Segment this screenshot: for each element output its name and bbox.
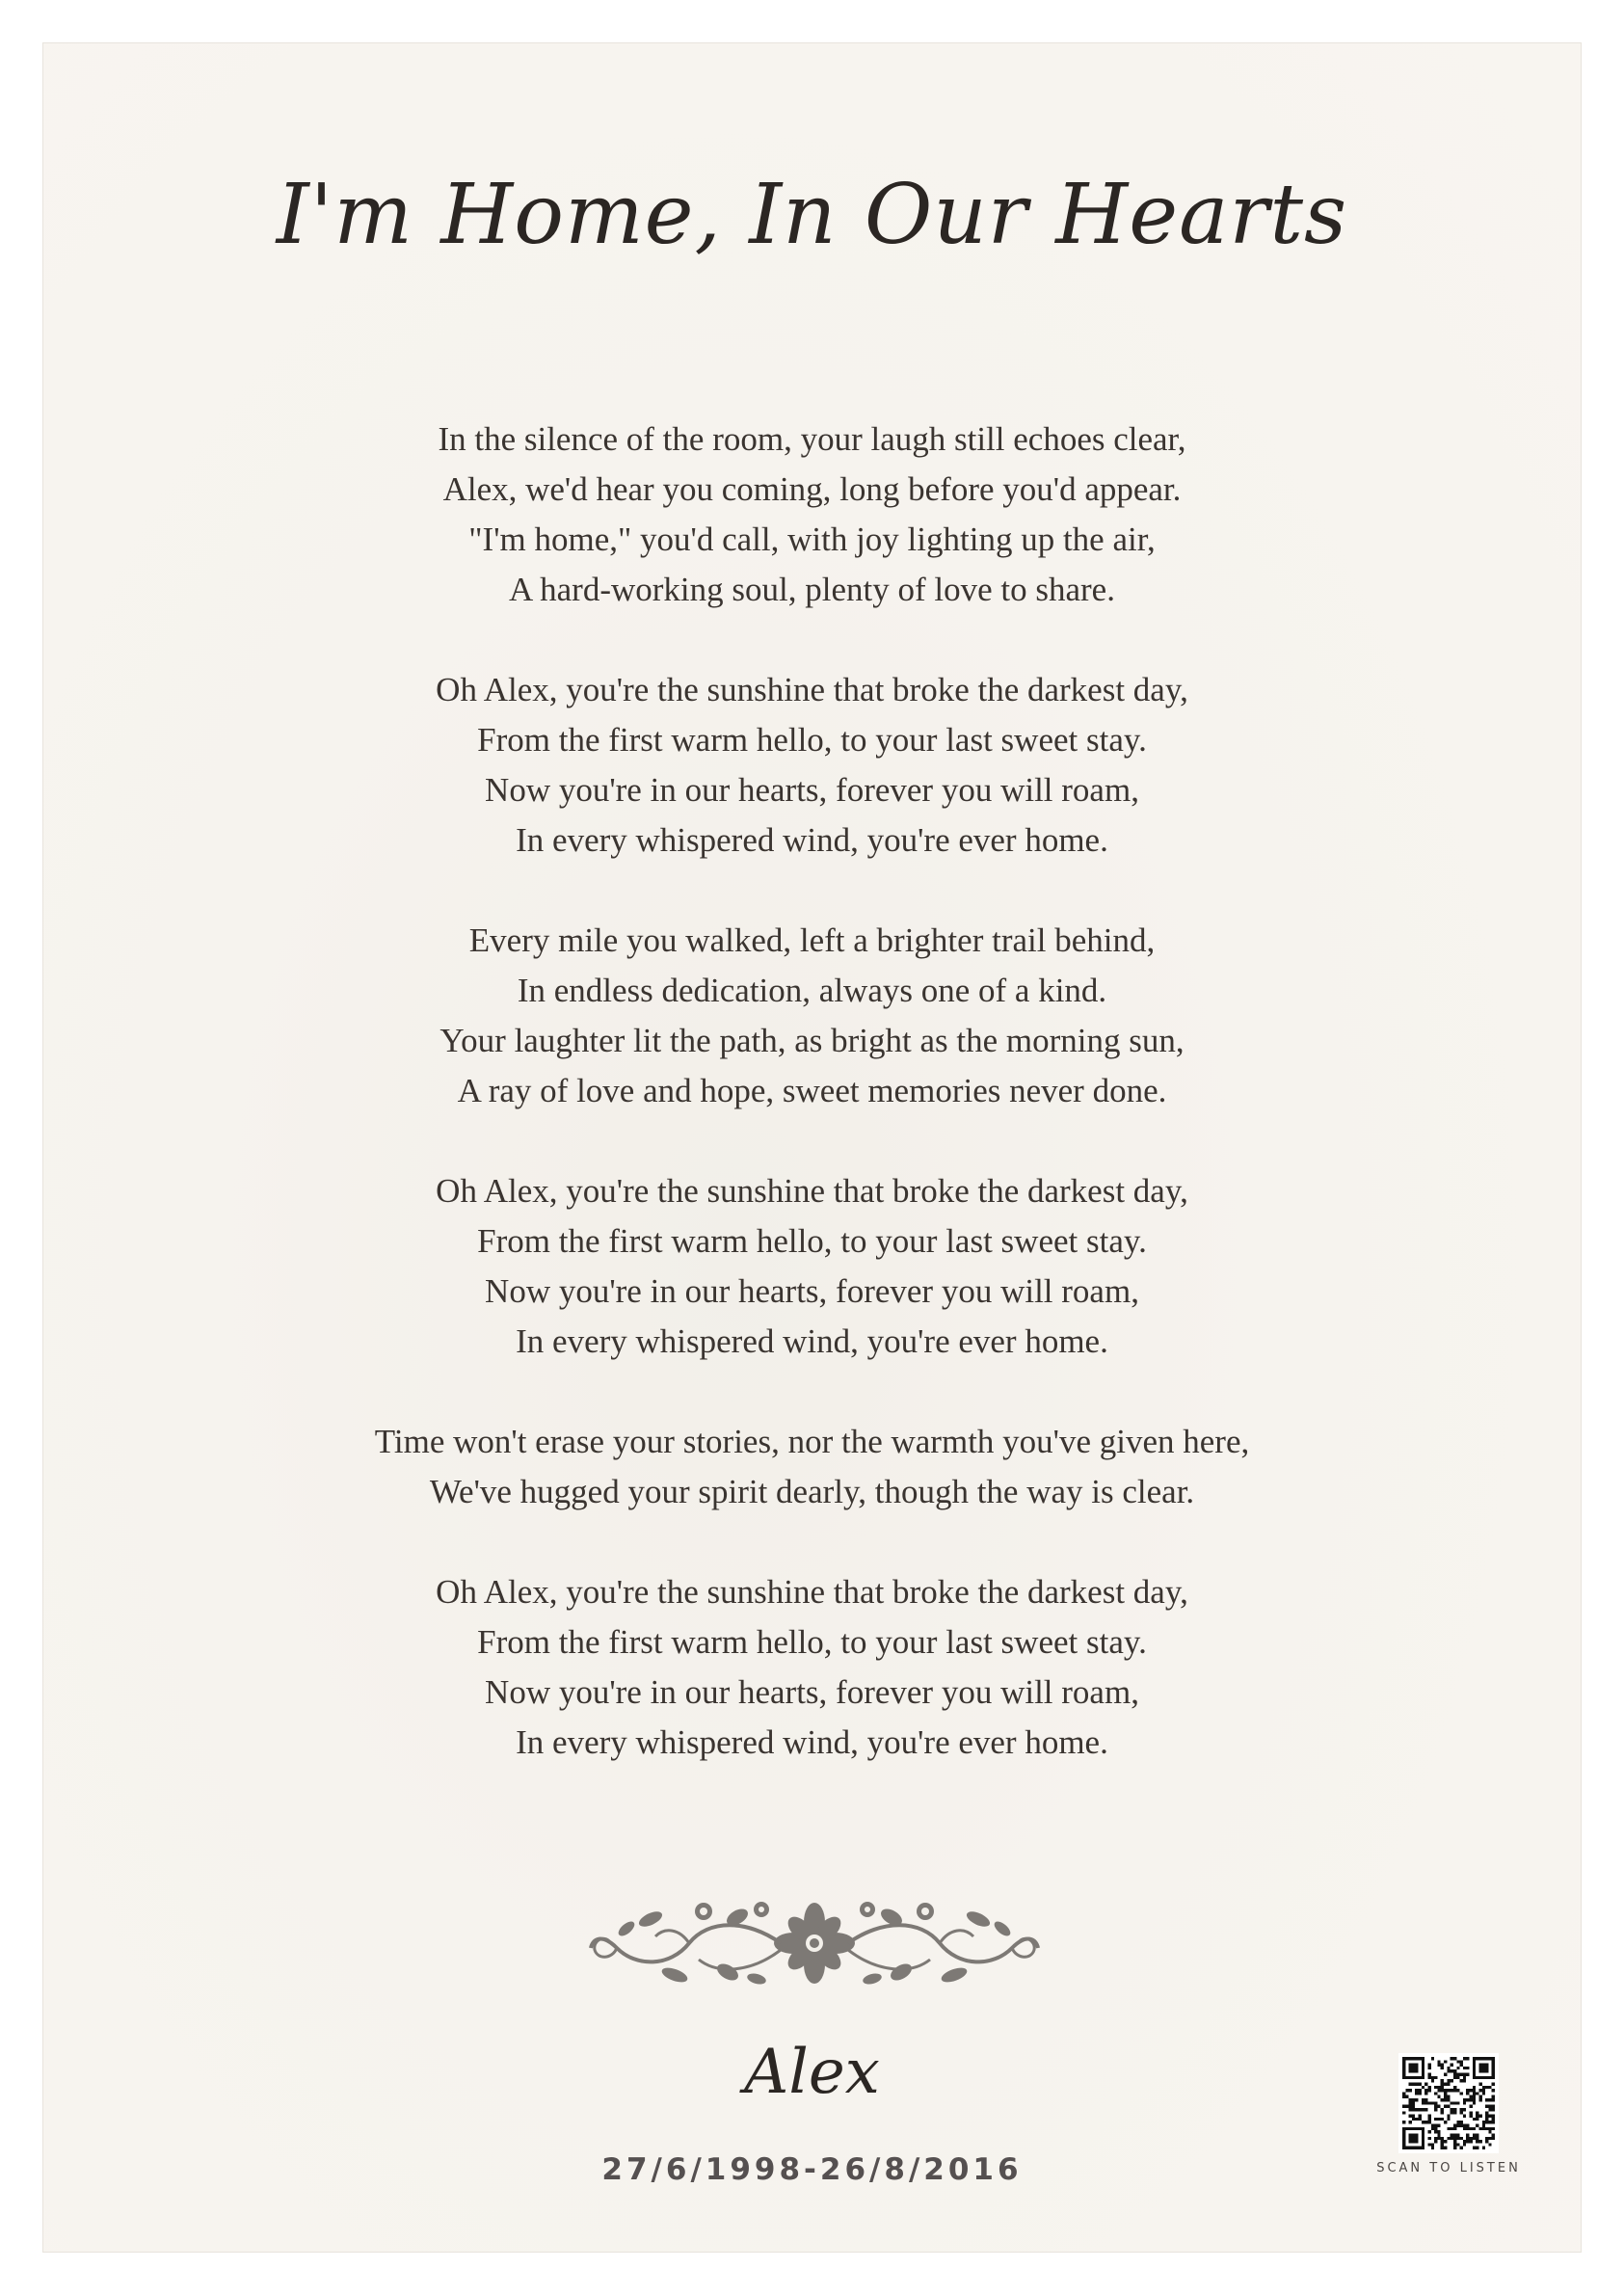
poem-stanza: [43, 1417, 1581, 1517]
poem-line: Now you're in our hearts, forever you will roam,: [485, 1673, 1139, 1711]
poem-line: Now you're in our hearts, forever you will roam,: [485, 1272, 1139, 1310]
poem-line: Every mile you walked, left a brighter trail behind,: [468, 921, 1156, 959]
qr-code-icon[interactable]: [1398, 2053, 1499, 2153]
poem-line: From the first warm hello, to your last sweet stay.: [477, 721, 1147, 759]
qr-label: SCAN TO LISTEN: [1376, 2161, 1521, 2175]
poem-poster: [42, 42, 1582, 2253]
poem-line: In every whispered wind, you're ever home.: [516, 821, 1108, 859]
poem-line: In every whispered wind, you're ever home.: [516, 1723, 1108, 1761]
poem-line: Your laughter lit the path, as bright as the morning sun,: [439, 1022, 1185, 1059]
qr-block: [1352, 2053, 1545, 2175]
poem-line: Oh Alex, you're the sunshine that broke the darkest day,: [436, 1573, 1188, 1611]
memorial-name: Alex: [744, 2037, 880, 2108]
poem-line: In endless dedication, always one of a kind.: [517, 972, 1107, 1009]
poem-stanza: [43, 1567, 1581, 1768]
poem-line: Now you're in our hearts, forever you will roam,: [485, 771, 1139, 809]
poem-stanza: [43, 665, 1581, 866]
poem-line: "I'm home," you'd call, with joy lighting up the air,: [468, 520, 1156, 558]
poem-line: Alex, we'd hear you coming, long before you'd appear.: [442, 470, 1182, 508]
floral-divider-icon: [583, 1890, 1046, 1996]
poem-line: In every whispered wind, you're ever home.: [516, 1322, 1108, 1360]
poem-stanza: [43, 414, 1581, 615]
memorial-dates: 27/6/1998-26/8/2016: [601, 2152, 1023, 2187]
poem-line: We've hugged your spirit dearly, though the way is clear.: [429, 1473, 1195, 1510]
poem-stanza: [43, 916, 1581, 1116]
poem-title: I'm Home, In Our Hearts: [276, 167, 1348, 263]
poem-line: From the first warm hello, to your last sweet stay.: [477, 1623, 1147, 1661]
poem-line: In the silence of the room, your laugh still echoes clear,: [438, 420, 1186, 458]
poem-stanza: [43, 1166, 1581, 1367]
poem-line: A hard-working soul, plenty of love to share.: [509, 571, 1115, 608]
poem-line: Time won't erase your stories, nor the warmth you've given here,: [374, 1423, 1250, 1460]
poem-line: A ray of love and hope, sweet memories never done.: [457, 1072, 1167, 1109]
poem-line: Oh Alex, you're the sunshine that broke the darkest day,: [436, 1172, 1188, 1210]
poem-line: Oh Alex, you're the sunshine that broke the darkest day,: [436, 671, 1188, 708]
poem-line: From the first warm hello, to your last sweet stay.: [477, 1222, 1147, 1260]
poem-body: [43, 414, 1581, 1818]
